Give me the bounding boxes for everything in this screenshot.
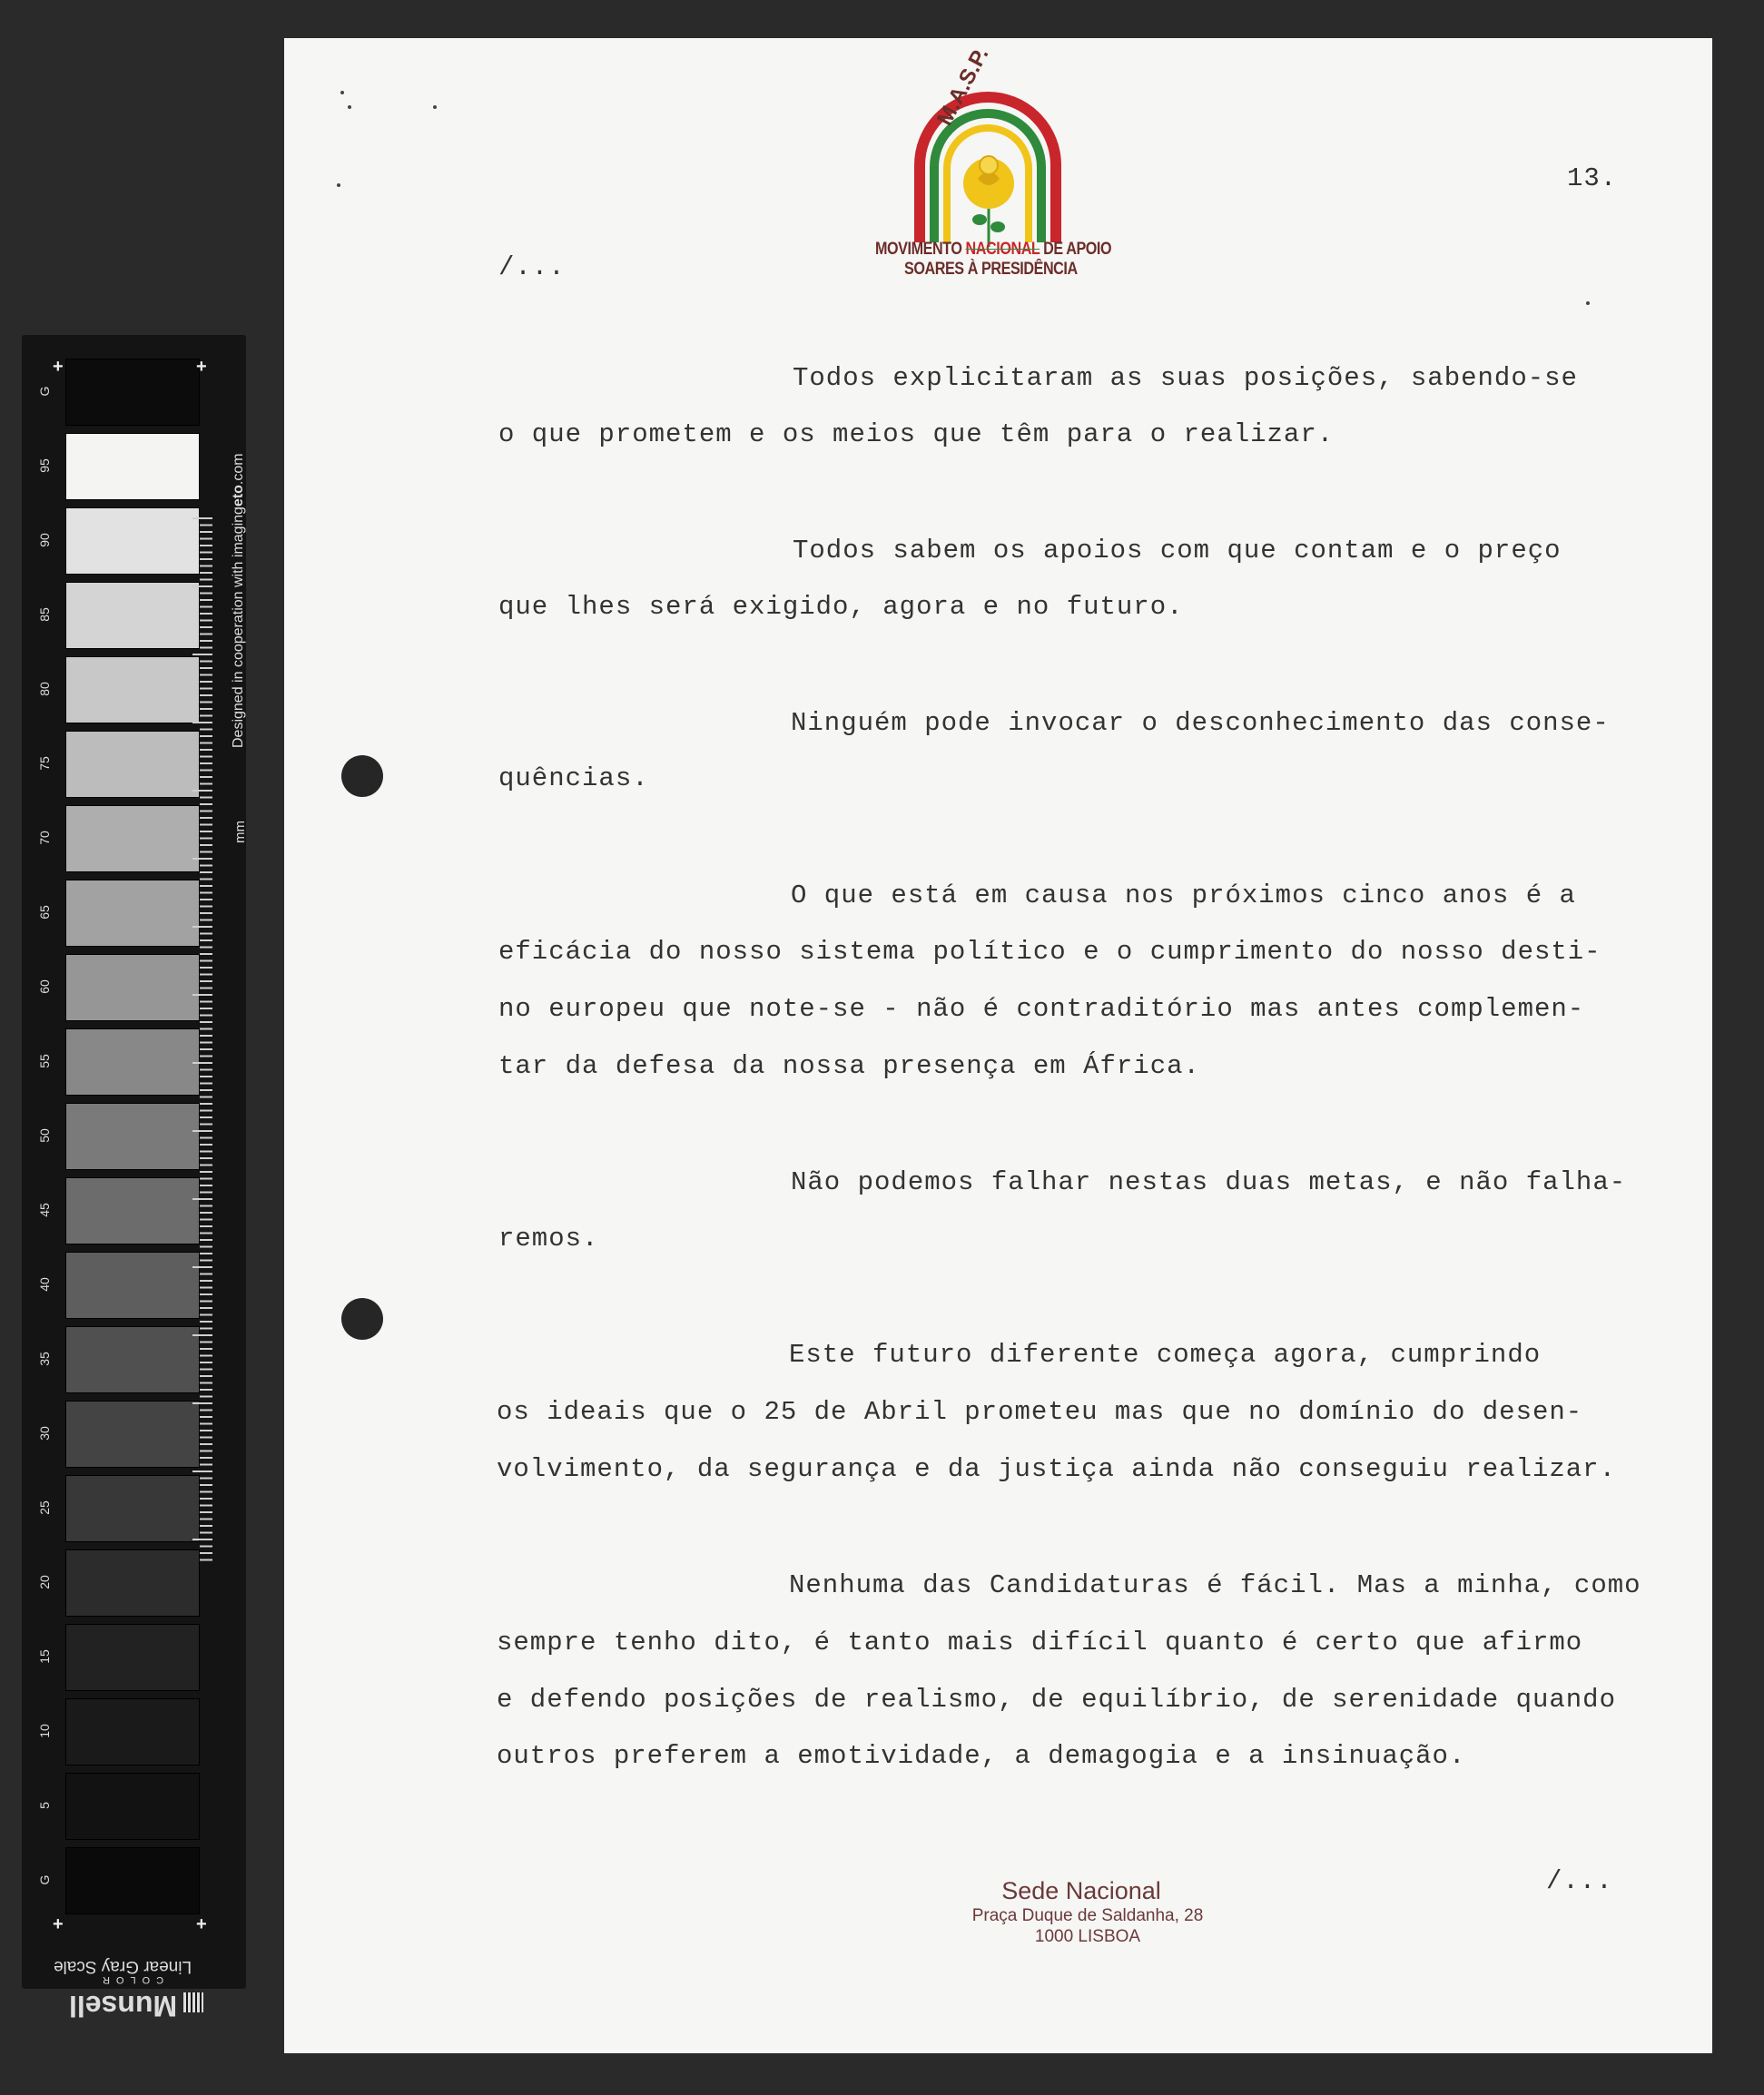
footer-city: 1000 LISBOA xyxy=(1034,1927,1141,1946)
gray-scale-label: 20 xyxy=(37,1575,52,1589)
brand-logo-icon xyxy=(183,1992,203,2012)
scale-title: Linear Gray Scale xyxy=(54,1957,192,1976)
ruler-minor-ticks xyxy=(200,517,212,1566)
body-line: o que prometem e os meios que têm para o realizar. xyxy=(498,419,1335,449)
masp-arch-icon xyxy=(902,84,1119,256)
gray-patch xyxy=(65,1773,200,1840)
gray-patch xyxy=(65,805,200,872)
body-line: os ideais que o 25 de Abril prometeu mas que no domínio do desen- xyxy=(497,1397,1583,1427)
gray-patch xyxy=(65,880,200,947)
gray-scale-label: 85 xyxy=(37,607,52,622)
page-number: 13. xyxy=(1567,163,1618,193)
gray-patch xyxy=(65,1028,200,1096)
gray-patch xyxy=(65,954,200,1021)
footer-address: Praça Duque de Saldanha, 28 xyxy=(971,1906,1204,1925)
paper-speck xyxy=(348,105,351,109)
paper-speck xyxy=(337,183,340,187)
paper-speck xyxy=(340,91,344,94)
gray-patch xyxy=(65,1847,200,1914)
gray-patch xyxy=(65,582,200,649)
gray-patch xyxy=(65,1177,200,1244)
body-line: tar da defesa da nossa presença em África. xyxy=(498,1051,1200,1081)
logo-acronym: M.A.S.P. xyxy=(932,43,994,130)
body-line: no europeu que note-se - não é contraditório mas antes complemen- xyxy=(498,994,1585,1024)
gray-scale-label: 30 xyxy=(37,1426,52,1441)
body-line: Nenhuma das Candidaturas é fácil. Mas a minha, como xyxy=(789,1570,1641,1600)
body-line: O que está em causa nos próximos cinco anos é a xyxy=(791,880,1576,910)
gray-scale-label: 70 xyxy=(37,831,52,845)
body-line: e defendo posições de realismo, de equilíbrio, de serenidade quando xyxy=(497,1685,1616,1715)
gray-scale-label: 45 xyxy=(37,1203,52,1217)
registration-mark: + xyxy=(53,1914,64,1934)
punch-hole xyxy=(341,1298,383,1340)
paper-speck xyxy=(433,105,437,109)
registration-mark: + xyxy=(196,1914,207,1934)
brand-name: Munsell xyxy=(69,1990,178,2022)
body-line: Ninguém pode invocar o desconhecimento das conse- xyxy=(791,708,1610,738)
gray-scale-label: 15 xyxy=(37,1649,52,1664)
gray-patch xyxy=(65,359,200,426)
body-line: Não podemos falhar nestas duas metas, e não falha- xyxy=(791,1167,1627,1197)
gray-scale-label: 75 xyxy=(37,756,52,771)
gray-scale-label: 95 xyxy=(37,458,52,473)
body-line: Todos explicitaram as suas posições, sabendo-se xyxy=(793,363,1578,393)
gray-patch xyxy=(65,1698,200,1766)
punch-hole xyxy=(341,755,383,797)
registration-mark: + xyxy=(196,357,207,377)
continuation-mark-bottom: /... xyxy=(1546,1866,1613,1896)
brand-subtitle: COLOR xyxy=(96,1974,164,1985)
body-line: outros preferem a emotividade, a demagogia e a insinuação. xyxy=(497,1741,1466,1771)
letterhead-logo xyxy=(902,43,1119,265)
continuation-mark-top: /... xyxy=(498,252,566,282)
paper-speck xyxy=(1586,301,1590,305)
gray-patch xyxy=(65,1326,200,1393)
body-line: remos. xyxy=(498,1224,599,1254)
gray-scale-label: 60 xyxy=(37,979,52,994)
body-line: Este futuro diferente começa agora, cumprindo xyxy=(789,1340,1542,1370)
letterhead-line-1: MOVIMENTO NACIONAL DE APOIO xyxy=(875,240,1112,259)
body-line: volvimento, da segurança e da justiça ainda não conseguiu realizar. xyxy=(497,1454,1616,1484)
gray-patch xyxy=(65,1252,200,1319)
gray-scale-label: 65 xyxy=(37,905,52,920)
gray-scale-label: 80 xyxy=(37,682,52,696)
gray-scale-label: 35 xyxy=(37,1352,52,1366)
gray-scale-label: 90 xyxy=(37,533,52,547)
gray-scale-label: 40 xyxy=(37,1277,52,1292)
body-line: quências. xyxy=(498,763,649,793)
gray-scale-label: 25 xyxy=(37,1500,52,1515)
gray-scale-label: 50 xyxy=(37,1128,52,1143)
gray-patch xyxy=(65,1475,200,1542)
ruler-unit: mm xyxy=(232,821,248,843)
footer-title: Sede Nacional xyxy=(1001,1877,1161,1904)
body-line: sempre tenho dito, é tanto mais difícil quanto é certo que afirmo xyxy=(497,1628,1583,1657)
gray-scale-label: G xyxy=(37,1874,52,1885)
gray-scale-label: 55 xyxy=(37,1054,52,1068)
gray-patch xyxy=(65,1624,200,1691)
gray-patch xyxy=(65,731,200,798)
registration-mark: + xyxy=(53,357,64,377)
body-line: eficácia do nosso sistema político e o cumprimento do nosso desti- xyxy=(498,937,1601,967)
gray-scale-label: 10 xyxy=(37,1724,52,1738)
document-page xyxy=(284,38,1712,2053)
gray-patch xyxy=(65,1401,200,1468)
gray-patch xyxy=(65,507,200,575)
gray-patch xyxy=(65,1103,200,1170)
gray-patch xyxy=(65,1549,200,1617)
gray-scale-label: 5 xyxy=(37,1802,52,1809)
gray-patch xyxy=(65,433,200,500)
letterhead-line-2: SOARES À PRESIDÊNCIA xyxy=(904,260,1078,279)
scale-credit: Designed in cooperation with imagingeto.com xyxy=(231,453,246,748)
gray-scale-label: G xyxy=(37,386,52,397)
body-line: que lhes será exigido, agora e no futuro. xyxy=(498,592,1184,622)
gray-patch xyxy=(65,656,200,723)
body-line: Todos sabem os apoios com que contam e o preço xyxy=(793,536,1562,566)
